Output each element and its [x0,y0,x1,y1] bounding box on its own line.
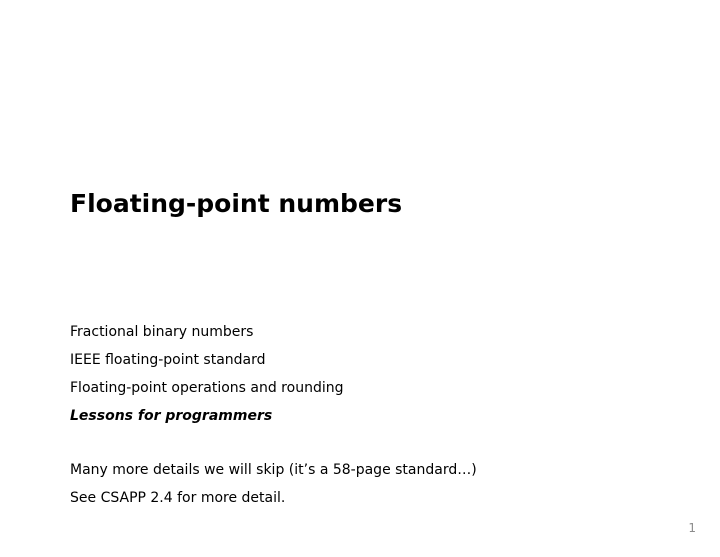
agenda-item-lessons: Lessons for programmers [70,408,273,424]
page-number: 1 [688,521,696,535]
slide-title: Floating-point numbers [70,189,403,218]
agenda-item-fractional-binary: Fractional binary numbers [70,324,254,340]
slide-content-list [70,318,477,512]
note-csapp-reference: See CSAPP 2.4 for more detail. [70,490,286,506]
agenda-item-operations-rounding: Floating-point operations and rounding [70,380,344,396]
agenda-item-ieee-standard: IEEE floating-point standard [70,352,266,368]
note-skip-details: Many more details we will skip (it’s a 58-page standard…) [70,462,477,478]
list-spacer [70,430,477,456]
